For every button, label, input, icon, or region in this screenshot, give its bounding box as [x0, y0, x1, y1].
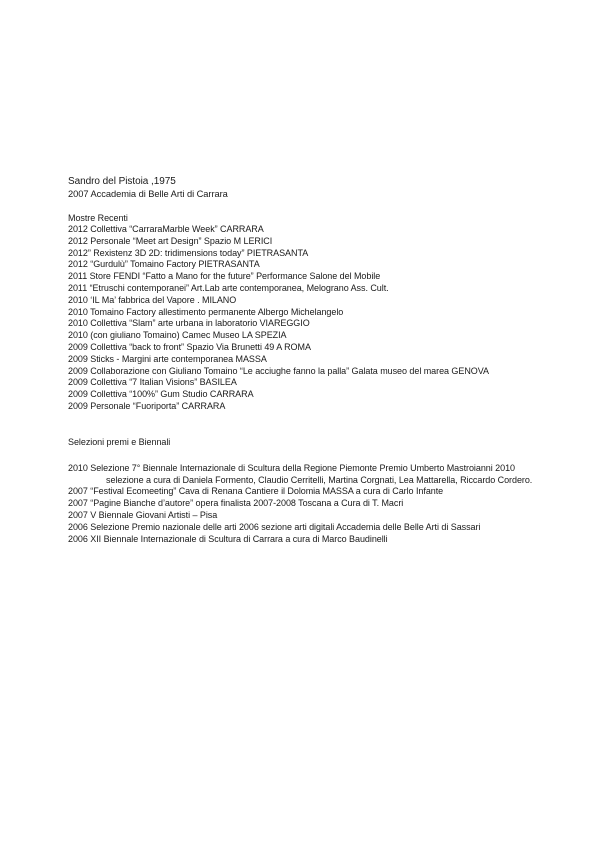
- list-item: 2012 Collettiva “CarraraMarble Week” CARRARA: [68, 224, 264, 234]
- education-line: 2007 Accademia di Belle Arti di Carrara: [68, 189, 228, 199]
- list-item: 2009 Personale “Fuoriporta” CARRARA: [68, 400, 226, 411]
- list-item: 2009 Collettiva “7 Italian Visions” BASILEA: [68, 377, 237, 388]
- list-item: 2009 Sticks - Margini arte contemporanea MASSA: [68, 353, 267, 364]
- list-item: 2012 “Gurdulù” Tomaino Factory PIETRASANTA: [68, 259, 260, 270]
- spacer: [68, 200, 578, 212]
- artist-name: Sandro del Pistoia ,1975: [68, 176, 176, 187]
- list-item: 2011 Store FENDI “Fatto a Mano for the future” Performance Salone del Mobile: [68, 271, 381, 282]
- list-item: 2010 Collettiva “Slam” arte urbana in laboratorio VIAREGGIO: [68, 318, 310, 329]
- list-item: 2009 Collettiva “100%” Gum Studio CARRARA: [68, 389, 254, 400]
- list-item: 2007 “Festival Ecomeeting” Cava di Renana Cantiere il Dolomia MASSA a cura di Carlo Infante: [68, 486, 444, 497]
- list-item: 2012” Rexistenz 3D 2D: tridimensions today” PIETRASANTA: [68, 247, 309, 258]
- cv-content: [68, 176, 578, 545]
- list-item: 2010 (con giuliano Tomaino) Camec Museo LA SPEZIA: [68, 330, 287, 341]
- list-item-continuation: selezione a cura di Daniela Formento, Claudio Cerritelli, Martina Corgnati, Lea Mattarella, Riccardo Cordero.: [106, 474, 533, 485]
- list-item: 2007 V Biennale Giovani Artisti – Pisa: [68, 509, 218, 520]
- list-item: 2010 ‘IL Ma’ fabbrica del Vapore . MILANO: [68, 294, 237, 305]
- awards-biennials-heading: Selezioni premi e Biennali: [68, 436, 171, 447]
- list-item: 2012 Personale “Meet art Design” Spazio M LERICI: [68, 235, 273, 246]
- list-item: 2006 XII Biennale Internazionale di Scultura di Carrara a cura di Marco Baudinelli: [68, 533, 388, 544]
- spacer: [68, 413, 578, 436]
- list-item: 2007 “Pagine Bianche d’autore” opera finalista 2007-2008 Toscana a Cura di T. Macri: [68, 498, 404, 509]
- list-item: 2011 “Etruschi contemporanei” Art.Lab arte contemporanea, Melograno Ass. Cult.: [68, 282, 389, 293]
- list-item: 2009 Collaborazione con Giuliano Tomaino “Le acciughe fanno la palla” Galata museo del marea GENOVA: [68, 365, 489, 376]
- list-item: 2006 Selezione Premio nazionale delle arti 2006 sezione arti digitali Accademia delle Belle Arti di Sassari: [68, 521, 481, 532]
- awards-biennials-section: [68, 436, 578, 546]
- list-item: 2009 Collettiva “back to front” Spazio Via Brunetti 49 A ROMA: [68, 341, 311, 352]
- recent-exhibitions-heading: Mostre Recenti: [68, 213, 128, 223]
- list-item: 2010 Tomaino Factory allestimento permanente Albergo Michelangelo: [68, 306, 344, 317]
- spacer: [68, 448, 578, 463]
- recent-exhibitions-section: [68, 212, 578, 413]
- list-item: 2010 Selezione 7° Biennale Internazionale di Scultura della Regione Piemonte Premio Umberto Mastroianni 2010: [68, 462, 515, 473]
